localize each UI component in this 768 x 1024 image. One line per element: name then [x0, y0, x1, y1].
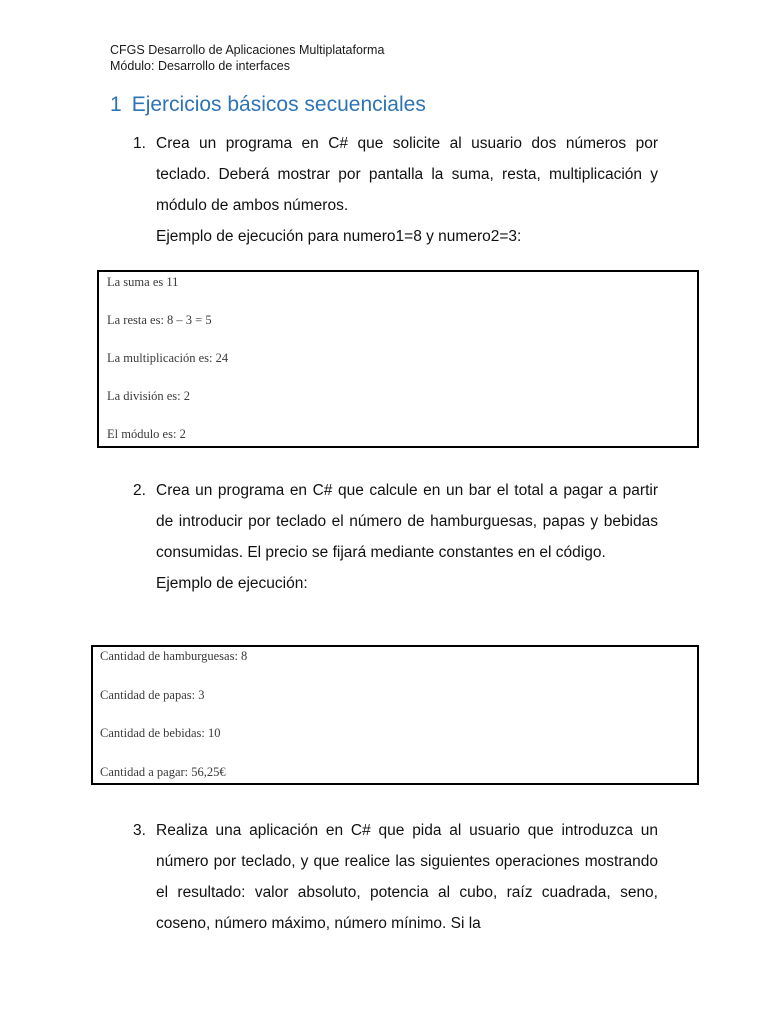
- output-line: Cantidad de papas: 3: [100, 688, 205, 702]
- output-line: La suma es 11: [107, 275, 179, 289]
- output-line: Cantidad a pagar: 56,25€: [100, 765, 226, 779]
- output-line: La resta es: 8 – 3 = 5: [107, 313, 212, 327]
- course-name: CFGS Desarrollo de Aplicaciones Multiplataforma: [110, 43, 385, 57]
- exercise-example-label: Ejemplo de ejecución:: [156, 575, 308, 592]
- exercise-text: Crea un programa en C# que solicite al usuario dos números por teclado. Deberá mostrar por pantalla la suma, resta, multiplicación y módulo de ambos números.: [156, 135, 658, 214]
- exercise-text: Crea un programa en C# que calcule en un bar el total a pagar a partir de introducir por teclado el número de hamburguesas, papas y bebidas consumidas. El precio se fijará mediante constantes en el código.: [156, 482, 658, 561]
- output-line: Cantidad de hamburguesas: 8: [100, 649, 248, 663]
- example-output-2: [91, 645, 699, 785]
- exercise-3: [133, 815, 658, 939]
- exercise-text: Realiza una aplicación en C# que pida al usuario que introduzca un número por teclado, y que realice las siguientes operaciones mostrando el resultado: valor absoluto, potencia al cubo, raíz cuadrada, seno, coseno, número máximo, número mínimo. Si la: [156, 822, 658, 932]
- exercise-number: 1.: [133, 135, 146, 152]
- section-title: [110, 93, 426, 117]
- output-line: La división es: 2: [107, 389, 190, 403]
- section-number: 1: [110, 93, 122, 116]
- exercise-number: 2.: [133, 482, 146, 499]
- module-name: Módulo: Desarrollo de interfaces: [110, 59, 290, 73]
- output-line: Cantidad de bebidas: 10: [100, 726, 221, 740]
- example-output-1: [97, 270, 699, 448]
- exercise-1: [133, 128, 658, 252]
- exercise-number: 3.: [133, 822, 146, 839]
- output-line: El módulo es: 2: [107, 427, 186, 441]
- exercise-example-label: Ejemplo de ejecución para numero1=8 y numero2=3:: [156, 228, 522, 245]
- page-header: [110, 42, 384, 74]
- output-line: La multiplicación es: 24: [107, 351, 229, 365]
- section-title-text: Ejercicios básicos secuenciales: [131, 93, 426, 116]
- exercise-2: [133, 475, 658, 599]
